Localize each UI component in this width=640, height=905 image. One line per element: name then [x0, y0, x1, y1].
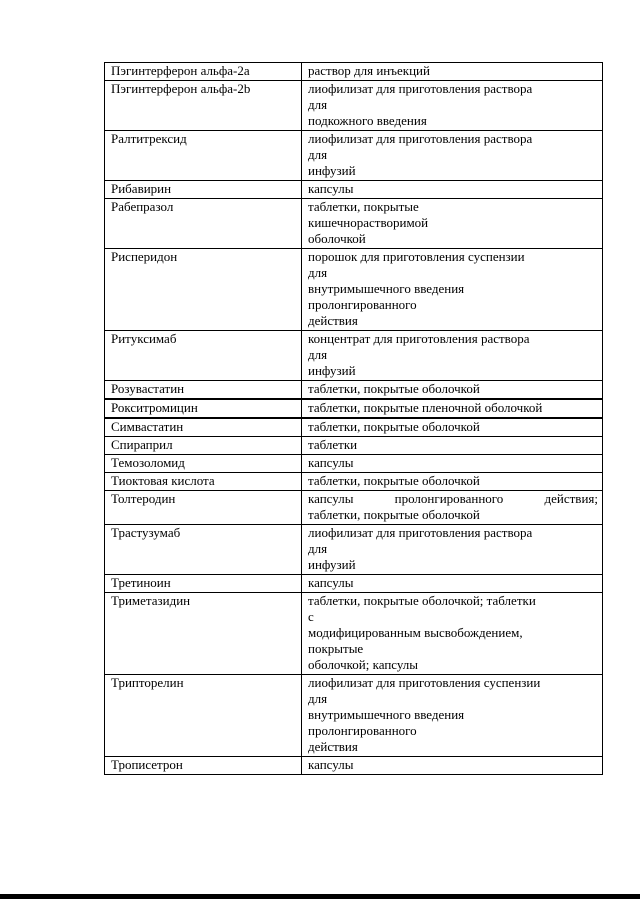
dosage-form-line: таблетки, покрытые оболочкой	[308, 419, 480, 434]
dosage-form-line: для	[308, 97, 328, 112]
dosage-form-cell	[302, 199, 603, 249]
table-row	[105, 473, 603, 491]
table-row	[105, 418, 603, 437]
dosage-form-line: инфузий	[308, 557, 356, 572]
table-row	[105, 525, 603, 575]
dosage-form-line: внутримышечного введения	[308, 281, 465, 296]
dosage-form-cell	[302, 437, 603, 455]
table-row	[105, 757, 603, 775]
dosage-form-cell	[302, 381, 603, 400]
drug-name: Симвастатин	[111, 419, 184, 434]
dosage-form-cell	[302, 131, 603, 181]
drug-name-cell	[105, 437, 302, 455]
dosage-form-line: капсулы	[308, 757, 354, 772]
drug-name: Триметазидин	[111, 593, 191, 608]
dosage-form-line: таблетки, покрытые оболочкой	[308, 473, 480, 488]
drug-name-cell	[105, 199, 302, 249]
dosage-form-line: пролонгированного	[308, 723, 417, 738]
drug-name-cell	[105, 491, 302, 525]
dosage-form-line: для	[308, 691, 328, 706]
dosage-form-line: лиофилизат для приготовления раствора	[308, 525, 533, 540]
dosage-form-line: с	[308, 609, 314, 624]
drug-name-cell	[105, 249, 302, 331]
drug-name-cell	[105, 525, 302, 575]
drug-name-cell	[105, 181, 302, 199]
drug-name: Рибавирин	[111, 181, 172, 196]
table-row	[105, 675, 603, 757]
dosage-form-cell	[302, 181, 603, 199]
drug-name: Пэгинтерферон альфа-2b	[111, 81, 251, 96]
dosage-form-line: для	[308, 347, 328, 362]
table-row	[105, 437, 603, 455]
drug-name: Ритуксимаб	[111, 331, 177, 346]
dosage-form-line: для	[308, 265, 328, 280]
dosage-form-line: раствор для инъекций	[308, 63, 430, 78]
drug-name: Пэгинтерферон альфа-2а	[111, 63, 250, 78]
dosage-form-cell	[302, 418, 603, 437]
dosage-form-line: концентрат для приготовления раствора	[308, 331, 530, 346]
dosage-form-line: таблетки, покрытые оболочкой; таблетки	[308, 593, 536, 608]
drug-name-cell	[105, 675, 302, 757]
drug-name: Толтеродин	[111, 491, 176, 506]
drug-name: Трастузумаб	[111, 525, 181, 540]
drug-name-cell	[105, 399, 302, 418]
dosage-form-line: внутримышечного введения	[308, 707, 465, 722]
table-row	[105, 249, 603, 331]
dosage-form-cell	[302, 593, 603, 675]
drug-name: Третиноин	[111, 575, 171, 590]
table-row	[105, 131, 603, 181]
drug-name-cell	[105, 593, 302, 675]
drug-name-cell	[105, 418, 302, 437]
dosage-form-cell	[302, 63, 603, 81]
dosage-form-line: капсулы	[308, 575, 354, 590]
dosage-form-line: инфузий	[308, 363, 356, 378]
drug-name: Трипторелин	[111, 675, 184, 690]
dosage-form-line: капсулы пролонгированного действия;	[308, 491, 598, 506]
dosage-form-line: капсулы	[308, 181, 354, 196]
dosage-form-line: лиофилизат для приготовления суспензии	[308, 675, 541, 690]
drug-name-cell	[105, 331, 302, 381]
drug-name-cell	[105, 473, 302, 491]
drug-name: Спираприл	[111, 437, 173, 452]
dosage-form-line: таблетки, покрытые оболочкой	[308, 507, 480, 522]
dosage-form-cell	[302, 525, 603, 575]
dosage-form-cell	[302, 757, 603, 775]
table-row	[105, 575, 603, 593]
dosage-form-line: лиофилизат для приготовления раствора	[308, 131, 533, 146]
table-row	[105, 491, 603, 525]
dosage-form-cell	[302, 575, 603, 593]
dosage-form-line: действия	[308, 313, 358, 328]
dosage-form-cell	[302, 249, 603, 331]
dosage-form-line: подкожного введения	[308, 113, 427, 128]
drug-name-cell	[105, 381, 302, 400]
drug-name-cell	[105, 63, 302, 81]
dosage-form-line: покрытые	[308, 641, 364, 656]
dosage-form-line: действия	[308, 739, 358, 754]
drug-name: Рокситромицин	[111, 400, 198, 415]
dosage-form-cell	[302, 455, 603, 473]
dosage-form-line: таблетки	[308, 437, 358, 452]
dosage-form-line: порошок для приготовления суспензии	[308, 249, 525, 264]
table-row	[105, 399, 603, 418]
dosage-form-line: кишечнорастворимой	[308, 215, 429, 230]
drug-name-cell	[105, 131, 302, 181]
table-row	[105, 81, 603, 131]
table-row	[105, 199, 603, 249]
dosage-form-cell	[302, 399, 603, 418]
dosage-form-line: таблетки, покрытые оболочкой	[308, 381, 480, 396]
drug-table	[104, 62, 603, 775]
dosage-form-cell	[302, 473, 603, 491]
dosage-form-line: капсулы	[308, 455, 354, 470]
dosage-form-line: лиофилизат для приготовления раствора	[308, 81, 533, 96]
dosage-form-line: таблетки, покрытые пленочной оболочкой	[308, 400, 543, 415]
drug-name: Темозоломид	[111, 455, 185, 470]
table-row	[105, 63, 603, 81]
drug-name-cell	[105, 81, 302, 131]
dosage-form-cell	[302, 81, 603, 131]
page-bottom-rule	[0, 894, 640, 899]
dosage-form-line: модифицированным высвобождением,	[308, 625, 523, 640]
drug-name-cell	[105, 455, 302, 473]
table-row	[105, 455, 603, 473]
drug-name: Рабепразол	[111, 199, 174, 214]
dosage-form-line: инфузий	[308, 163, 356, 178]
table-row	[105, 381, 603, 400]
dosage-form-line: для	[308, 541, 328, 556]
table-row	[105, 593, 603, 675]
drug-name: Трописетрон	[111, 757, 183, 772]
drug-name-cell	[105, 575, 302, 593]
dosage-form-cell	[302, 675, 603, 757]
drug-table-body	[105, 63, 603, 775]
dosage-form-line: для	[308, 147, 328, 162]
drug-name: Рисперидон	[111, 249, 178, 264]
drug-name-cell	[105, 757, 302, 775]
drug-name: Розувастатин	[111, 381, 185, 396]
dosage-form-cell	[302, 331, 603, 381]
drug-name: Тиоктовая кислота	[111, 473, 215, 488]
dosage-form-line: оболочкой; капсулы	[308, 657, 419, 672]
dosage-form-line: пролонгированного	[308, 297, 417, 312]
table-row	[105, 331, 603, 381]
drug-name: Ралтитрексид	[111, 131, 187, 146]
dosage-form-line: оболочкой	[308, 231, 366, 246]
table-row	[105, 181, 603, 199]
dosage-form-line: таблетки, покрытые	[308, 199, 419, 214]
dosage-form-cell	[302, 491, 603, 525]
